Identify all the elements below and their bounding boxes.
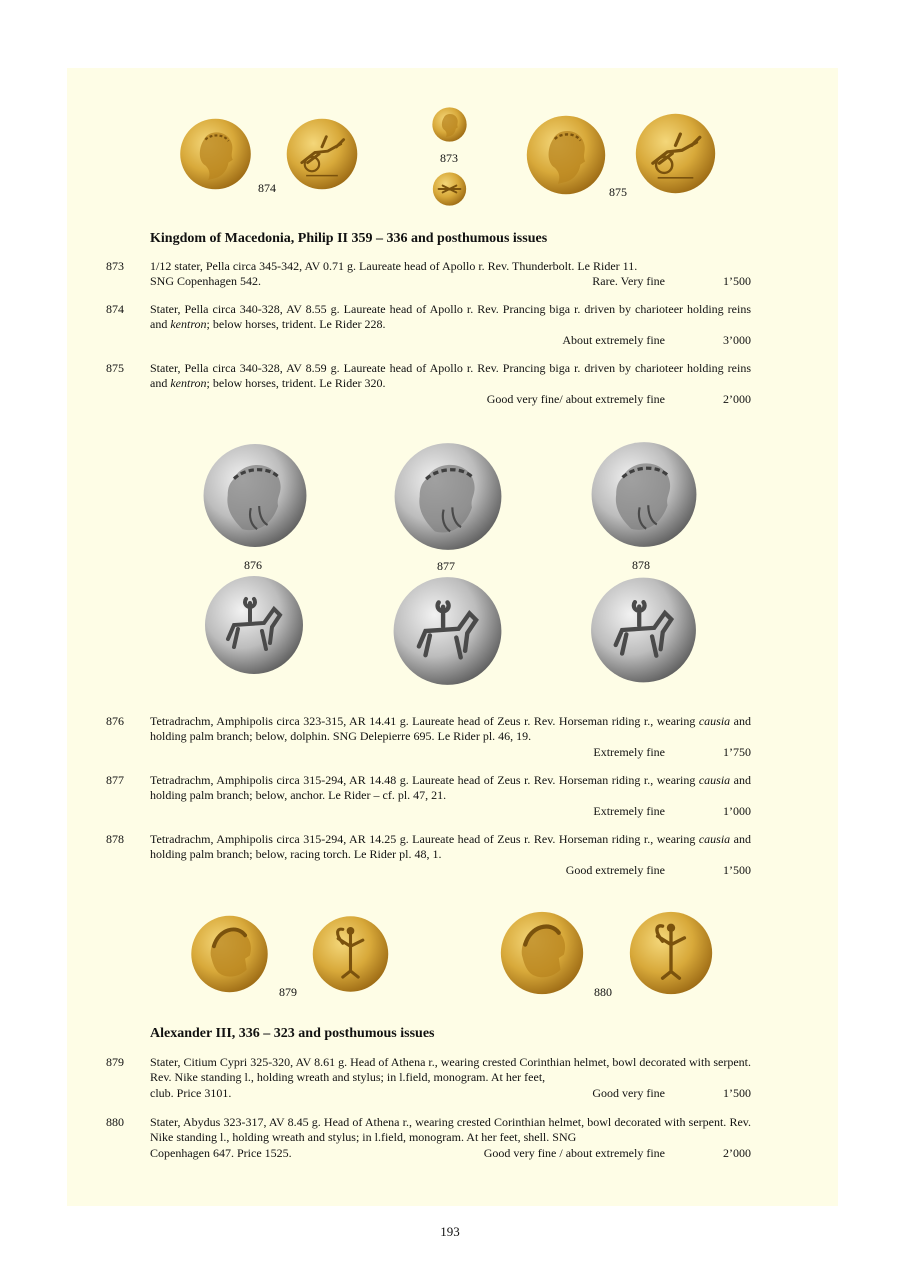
lot-874 [106,302,752,347]
lot-875 [106,361,752,406]
lot-estimate: 1’750 [723,745,751,759]
coin-877-obverse [393,442,503,551]
lot-description: Stater, Pella circa 340-328, AV 8.55 g. Laureate head of Apollo r. Rev. Prancing biga r. driven by charioteer holding reins and kentron; below horses, trident. Le Rider 228. [150,302,751,331]
coin-878-reverse [590,576,697,684]
coin-label-876: 876 [244,558,262,572]
coin-873-obverse [432,107,467,142]
lot-description: Stater, Citium Cypri 325-320, AV 8.61 g. Head of Athena r., wearing crested Corinthian helmet, bowl decorated with serpent. Rev. Nike standing l., holding wreath and stylus; in l.field, monogram. At her feet, [150,1055,751,1084]
lot-estimate: 1’500 [723,1086,751,1100]
coin-873-reverse [432,172,467,206]
lot-description-end: club. Price 3101. [150,1086,232,1100]
coin-label-877: 877 [437,559,455,573]
coin-879-reverse [312,915,389,993]
coin-877-reverse [392,576,503,686]
lot-877 [106,773,752,818]
lot-grade: Good very fine [592,1086,665,1100]
lot-grade: Good extremely fine [565,863,665,877]
section-title-philip: Kingdom of Macedonia, Philip II 359 – 336 and posthumous issues [150,231,548,246]
lot-description: Stater, Abydus 323-317, AV 8.45 g. Head of Athena r., wearing crested Corinthian helmet, bowl decorated with serpent. Rev. Nike standing l., holding wreath and stylus; in l.field, monogram. At her feet, shell. SNG [150,1115,751,1144]
coin-874-reverse [286,118,358,190]
coin-880-reverse [628,911,714,995]
lot-description: Tetradrachm, Amphipolis circa 323-315, AR 14.41 g. Laureate head of Zeus r. Rev. Horseman riding r., wearing causia and holding palm branch; below, dolphin. SNG Delepierre 695. Le Rider pl. 46, 19. [150,714,751,743]
lot-grade: Good very fine/ about extremely fine [486,392,665,406]
coin-label-878: 878 [632,558,650,572]
coin-label-880: 880 [594,985,612,999]
page-number: 193 [440,1224,460,1239]
lot-estimate: 2’000 [723,1146,751,1160]
coin-875-reverse [634,113,717,194]
coin-879-obverse [190,915,269,993]
lot-grade: Good very fine / about extremely fine [483,1146,665,1160]
lot-number: 875 [106,361,124,375]
lot-estimate: 2’000 [723,392,751,406]
coin-label-873: 873 [440,151,458,165]
lot-description: Tetradrachm, Amphipolis circa 315-294, AR 14.48 g. Laureate head of Zeus r. Rev. Horseman riding r., wearing causia and holding palm branch; below, anchor. Le Rider – cf. pl. 47, 21. [150,773,751,802]
lot-number: 880 [106,1115,124,1129]
coin-874-obverse [179,118,252,190]
lot-description: Tetradrachm, Amphipolis circa 315-294, AR 14.25 g. Laureate head of Zeus r. Rev. Horseman riding r., wearing causia and holding palm branch; below, racing torch. Le Rider pl. 48, 1. [150,832,751,861]
lot-880 [106,1115,752,1160]
lot-estimate: 1’500 [723,863,751,877]
coin-label-874: 874 [258,181,276,195]
coin-880-obverse [500,911,584,995]
lot-873 [106,259,752,289]
lot-grade: Rare. Very fine [592,274,665,288]
lot-number: 878 [106,832,124,846]
coin-878-obverse [589,441,699,548]
lot-grade: Extremely fine [593,745,665,759]
lot-number: 876 [106,714,124,728]
section-title-alexander: Alexander III, 336 – 323 and posthumous issues [150,1026,435,1041]
lot-description: Stater, Pella circa 340-328, AV 8.59 g. Laureate head of Apollo r. Rev. Prancing biga r. driven by charioteer holding reins and kentron; below horses, trident. Le Rider 320. [150,361,751,390]
lot-number: 877 [106,773,124,787]
lot-estimate: 1’500 [723,274,751,288]
lot-878 [106,832,752,877]
coin-label-875: 875 [609,185,627,199]
lot-number: 874 [106,302,124,316]
lot-number: 879 [106,1055,124,1069]
lot-number: 873 [106,259,124,273]
lot-876 [106,714,752,759]
lot-grade: Extremely fine [593,804,665,818]
lot-879 [106,1055,752,1100]
coin-label-879: 879 [279,985,297,999]
lot-description-end: SNG Copenhagen 542. [150,274,261,288]
lot-description: 1/12 stater, Pella circa 345-342, AV 0.71 g. Laureate head of Apollo r. Rev. Thunderbolt. Le Rider 11. [150,259,638,273]
lot-description-end: Copenhagen 647. Price 1525. [150,1146,292,1160]
coin-876-reverse [203,575,305,675]
lot-estimate: 1’000 [723,804,751,818]
coin-875-obverse [525,115,607,195]
lot-grade: About extremely fine [562,333,665,347]
coin-876-obverse [202,443,308,548]
lot-estimate: 3’000 [723,333,751,347]
